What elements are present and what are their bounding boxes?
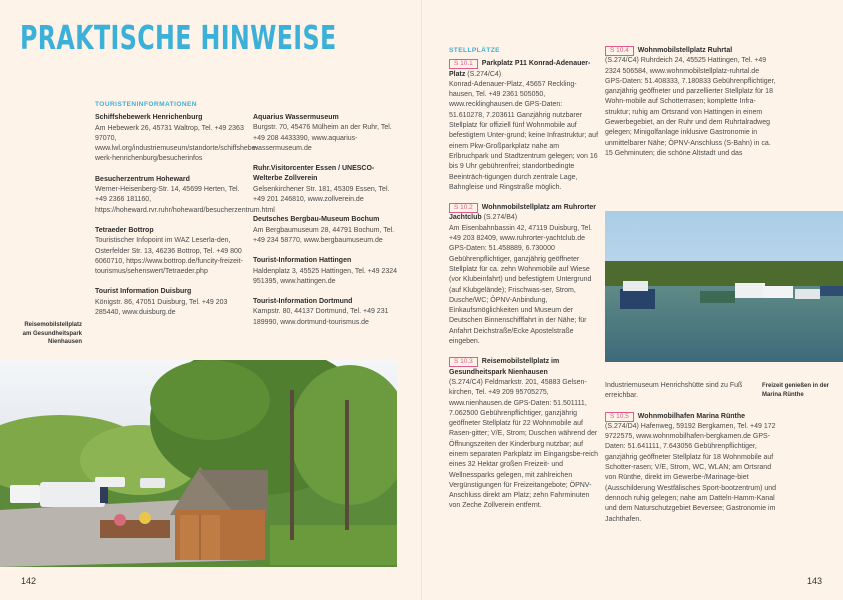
touristinfo-entry: Ruhr.Visitorcenter Essen / UNESCO-Welterbe Zollverein Gelsenkirchener Str. 181, 45309 Essen, Tel. +49 201 246810, www.zollverein.de bbox=[253, 165, 390, 204]
stellplatz-entry: S 10.4 Wohnmobilstellplatz Ruhrtal (S.274/C4) Ruhrdeich 24, 45525 Hattingen, Tel. +49 2324 506584, www.wohnmobilstellplatz-ruhrtal.de GPS-Daten: 51.408333, 7.180833 Gebührenpflichtiger, ganzjährig geöffneter und parzellierter Stellplatz für 18 Wohn-mobile auf Schotterrasen; komplette Infra-struktur; ruhig am Ortsrand von Hattingen in einem Gewerbegebiet, an der Ruhr und dem Ruhrtalradweg gelegen; Minigolfanlage inklusive Gastronomie in unmittelbarer Nähe; ÖPNV-Anschluss (S-Bahn) in ca. 15 Gehminuten; die schöne Altstadt und das bbox=[605, 47, 776, 157]
touristinfo-entry: Aquarius Wassermuseum Burgstr. 70, 45476 Mülheim an der Ruhr, Tel. +49 208 4433390, www.aquarius-wassermuseum.de bbox=[253, 114, 392, 152]
touristinfo-entry: Tourist-Information Dortmund Kampstr. 80, 44137 Dortmund, Tel. +49 231 189990, www.dortmund-tourismus.de bbox=[253, 298, 389, 326]
touristinfo-entry: Deutsches Bergbau-Museum Bochum Am Bergbaumuseum 28, 44791 Bochum, Tel. +49 234 58770, www.bergbaumuseum.de bbox=[253, 216, 395, 244]
photo-stellplatz-nienhausen bbox=[0, 360, 397, 567]
stellplatz-entry: S 10.2 Wohnmobilstellplatz am Ruhrorter Jachtclub (S.274/B4) Am Eisenbahnbassin 42, 47119 Duisburg, Tel. +49 203 82409, www.ruhrorter-yachtclub.de GPS-Daten: 51.458889, 6.730000 Gebührenpflichtiger, ganzjährig geöffneter Stellplatz für ca. zehn Wohnmobile auf Wiese (vor Klubeinfahrt) und befestigtem Untergrund (auf Klubgelände); Frischwas-ser, Strom, Dusche/WC; ÖPNV-Anbindung, Einkaufsmöglichkeiten und Museum der Deutschen Binnenschifffahrt in der Nähe; für Anfahrt Deichstraße/Ecke Apostelstraße eingeben. bbox=[449, 204, 597, 346]
touristinfo-entry: Tourist-Information Hattingen Haldenplatz 3, 45525 Hattingen, Tel. +49 2324 951395, www.hattingen.de bbox=[253, 257, 398, 285]
stellplaetze-column-2-continued bbox=[605, 381, 777, 535]
stellplatz-entry: S 10.1 Parkplatz P11 Konrad-Adenauer-Platz (S.274/C4) Konrad-Adenauer-Platz, 45657 Reckling-hausen, Tel. +49 2361 505050, www.recklinghausen.de GPS-Daten: 51.610278, 7.203611 Ganzjährig nutzbarer Stellplatz für offiziell fünf Wohnmobile auf befestigtem Unter-grund; keine Infrastruktur; auf einem Pkw-Großparkplatz nahe am Erlbruchpark und Stadtzentrum gelegen; von 16 bis 9 Uhr gebührenfrei; standortbedingte Beeinträch-tigungen durch zentrale Lage, Bahngleise und Ringstraße möglich. bbox=[449, 60, 599, 191]
page-title: PRAKTISCHE HINWEISE bbox=[20, 18, 337, 57]
marina-photo-image bbox=[605, 211, 843, 362]
map-ref-badge: S 10.2 bbox=[449, 203, 478, 213]
photo-marina-ruenthe bbox=[605, 211, 843, 362]
photo-caption-right: Freizeit genießen in der Marina Rünthe bbox=[762, 383, 830, 398]
campsite-photo-image bbox=[0, 360, 397, 567]
touristinfo-entry: Schiffshebewerk Henrichenburg Am Hebewerk 26, 45731 Waltrop, Tel. +49 2363 97070, www.lwl.org/industriemuseum/standorte/schiffshebe-werk-henrichenburg/besucherinfos bbox=[95, 114, 258, 163]
page-number-right: 143 bbox=[807, 576, 823, 586]
map-ref-badge: S 10.4 bbox=[605, 46, 634, 56]
touristinfo-entry: Tourist Information Duisburg Königstr. 86, 47051 Duisburg, Tel. +49 203 285440, www.duisburg.de bbox=[95, 288, 228, 317]
touristinfo-entry: Tetraeder Bottrop Touristischer Infopoint im WAZ Leserla-den, Osterfelder Str. 13, 46236 Bottrop, Tel. +49 800 6060710, https://www.bottrop.de/funcity-freizeit-tourismus/sehenswert/Tetraeder.php bbox=[95, 226, 243, 276]
map-ref-badge: S 10.1 bbox=[449, 59, 478, 69]
section-heading-touristinfo: TOURISTENINFORMATIONEN bbox=[95, 101, 197, 108]
stellplatz-entry: S 10.3 Reisemobilstellplatz im Gesundheitspark Nienhausen (S.274/C4) Feldmarkstr. 201, 45883 Gelsen-kirchen, Tel. +49 209 95705275, www.nienhausen.de GPS-Daten: 51.501111, 7.062500 Gebührenpflichtiger, ganzjährig geöffneter Stellplatz für 22 Wohnmobile auf Rasen-gitter; V/E, Strom; Duschen während der Öffnungszeiten der Kinderburg nutzbar; auf einem separaten Parkplatz im Eingangsbe-reich eines 32 Hektar großen Freizeit- und Wellnessparks gelegen, mit zahlreichen Vergünstigungen für Freizeitangebote; ÖPNV-Anschluss direkt am Platz; zehn Fahrminuten von Zeche Zollverein entfernt. bbox=[449, 358, 599, 510]
gutter-divider bbox=[421, 0, 422, 600]
map-ref-badge: S 10.3 bbox=[449, 357, 478, 367]
section-heading-stellplaetze: STELLPLÄTZE bbox=[449, 47, 500, 54]
touristinfo-column-1 bbox=[95, 100, 275, 328]
touristinfo-entry: Besucherzentrum Hoheward Werner-Heisenberg-Str. 14, 45699 Herten, Tel. +49 2366 181160, https://hoheward.rvr.ruhr/hoheward/besucherzentrum.html bbox=[95, 175, 275, 214]
stellplatz-entry: S 10.5 Wohnmobilhafen Marina Rünthe (S.274/D4) Hafenweg, 59192 Bergkamen, Tel. +49 172 9722575, www.wohnmobilhafen-bergkamen.de GPS-Daten: 51.641111, 7.643056 Gebührenpflichtiger, ganzjährig geöffneter Stellplatz für 18 Wohnmobile auf Schotter-rasen; V/E, Strom, WC, WLAN; am Ortsrand von Rünthe, direkt im Gewerbe-/Marinage-biet (Ausschilderung Westfälisches Sport-bootzentrum) und dennoch ruhig gelegen; nahe am Datteln-Hamm-Kanal und dem Naturschutzgebiet Beversee; Gastronomie im Jachthafen. bbox=[605, 412, 777, 523]
stellplaetze-column-2 bbox=[605, 46, 777, 169]
stellplatz-entry-continued: Industriemuseum Henrichshütte sind zu Fuß erreichbar. bbox=[605, 382, 743, 400]
touristinfo-column-2 bbox=[253, 113, 401, 338]
stellplaetze-column-1 bbox=[449, 46, 599, 522]
photo-caption-left: Reisemobilstellplatz am Gesundheitspark Nienhausen bbox=[22, 322, 82, 345]
page-number-left: 142 bbox=[21, 576, 37, 586]
map-ref-badge: S 10.5 bbox=[605, 412, 634, 422]
